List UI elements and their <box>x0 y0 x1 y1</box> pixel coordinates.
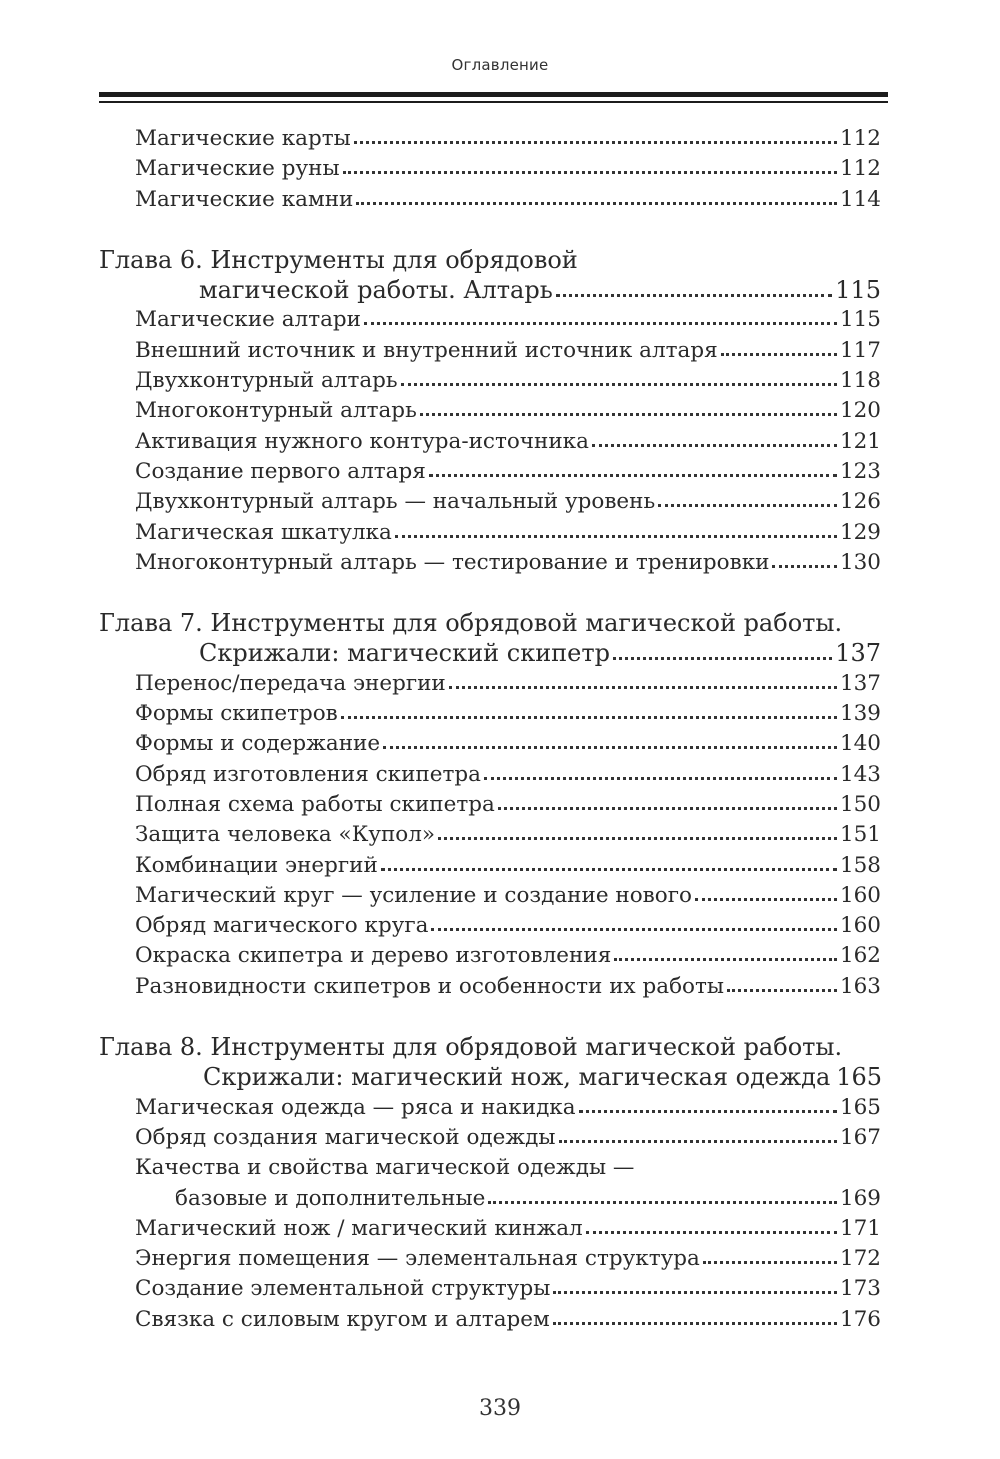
dot-leader <box>613 657 832 660</box>
page-number: 137 <box>835 639 881 668</box>
toc-entry[interactable] <box>99 518 881 548</box>
chapter-title: Скрижали: магический нож, магическая одежда <box>203 1063 831 1092</box>
page-number: 115 <box>839 307 881 333</box>
entry-title: Магическая одежда — ряса и накидка <box>135 1094 576 1120</box>
entry-title: Многоконтурный алтарь — тестирование и тренировки <box>135 549 770 575</box>
page-number: 115 <box>835 276 881 305</box>
entry-title: Магические руны <box>135 156 340 182</box>
page-number: 158 <box>839 852 881 878</box>
toc-entry[interactable] <box>99 1123 881 1153</box>
dot-leader <box>498 807 837 810</box>
dot-leader <box>703 1261 837 1264</box>
page-number: 112 <box>839 126 881 151</box>
toc-entry[interactable] <box>99 881 881 911</box>
section-gap <box>99 1002 881 1032</box>
page-number: 169 <box>839 1185 881 1211</box>
chapter-title: магической работы. Алтарь <box>199 276 553 305</box>
table-of-contents <box>99 124 881 1335</box>
toc-entry[interactable] <box>99 1093 881 1123</box>
entry-title: Качества и свойства магической одежды — <box>135 1155 635 1181</box>
page-number: 137 <box>839 670 881 696</box>
dot-leader <box>592 444 837 447</box>
entry-title: Обряд изготовления скипетра <box>135 761 481 787</box>
page-number: 120 <box>839 398 881 424</box>
dot-leader <box>429 474 837 477</box>
toc-entry[interactable] <box>99 154 881 184</box>
chapter-6-items <box>99 305 881 578</box>
toc-entry[interactable] <box>99 1274 881 1304</box>
page-number: 114 <box>839 186 881 212</box>
page-number: 163 <box>839 973 881 999</box>
toc-entry[interactable] <box>99 457 881 487</box>
toc-entry[interactable] <box>99 305 881 335</box>
entry-title: Внешний источник и внутренний источник алтаря <box>135 337 718 363</box>
chapter-6-heading[interactable]: Глава 6. Инструменты для обрядовой <box>99 245 578 274</box>
page-number: 162 <box>839 943 881 969</box>
page-number: 117 <box>839 337 881 363</box>
page-number: 160 <box>839 913 881 939</box>
entry-title: Магические карты <box>135 126 351 151</box>
page-number: 130 <box>839 549 881 575</box>
entry-title: Разновидности скипетров и особенности их работы <box>135 973 724 999</box>
entry-title: Полная схема работы скипетра <box>135 791 495 817</box>
toc-entry[interactable] <box>99 1244 881 1274</box>
chapter-8-items-b <box>99 1214 881 1335</box>
toc-entry[interactable] <box>99 972 881 1002</box>
header-rule-thin <box>99 101 888 103</box>
page-number: 123 <box>839 458 881 484</box>
dot-leader <box>658 504 837 507</box>
toc-entry[interactable] <box>99 760 881 790</box>
entry-title: Активация нужного контура-источника <box>135 428 589 454</box>
entry-title: Обряд магического круга <box>135 913 429 939</box>
toc-entry[interactable] <box>99 851 881 881</box>
chapter-7-heading[interactable]: Глава 7. Инструменты для обрядовой магической работы. <box>99 609 843 638</box>
toc-entry[interactable] <box>99 366 881 396</box>
page-number: 140 <box>839 731 881 757</box>
entry-title: Многоконтурный алтарь <box>135 398 417 424</box>
toc-section-carryover <box>99 124 881 215</box>
dot-leader <box>438 837 837 840</box>
toc-entry[interactable] <box>99 487 881 517</box>
page-folio: 339 <box>479 1396 521 1421</box>
entry-title: Двухконтурный алтарь <box>135 368 398 394</box>
entry-title: Магический нож / магический кинжал <box>135 1215 583 1241</box>
entry-title: Обряд создания магической одежды <box>135 1124 556 1150</box>
toc-entry[interactable] <box>99 1214 881 1244</box>
entry-title: Перенос/передача энергии <box>135 670 446 696</box>
page-number: 139 <box>839 701 881 727</box>
entry-title: Магический круг — усиление и создание нового <box>135 882 692 908</box>
page-number: 165 <box>839 1094 881 1120</box>
entry-title: Формы скипетров <box>135 701 338 727</box>
dot-leader <box>488 1201 837 1204</box>
entry-title: Создание первого алтаря <box>135 458 426 484</box>
toc-entry[interactable] <box>99 790 881 820</box>
chapter-8-heading-cont[interactable] <box>99 1062 881 1092</box>
toc-entry[interactable] <box>99 941 881 971</box>
toc-entry[interactable] <box>99 911 881 941</box>
toc-entry[interactable] <box>99 729 881 759</box>
toc-entry[interactable] <box>99 669 881 699</box>
running-head: Оглавление <box>451 56 549 74</box>
page-number: 126 <box>839 489 881 515</box>
page-number: 171 <box>839 1215 881 1241</box>
dot-leader <box>343 171 837 174</box>
section-gap <box>99 215 881 245</box>
section-gap <box>99 578 881 608</box>
header-rule-thick <box>99 92 888 97</box>
page-number: 121 <box>839 428 881 454</box>
toc-entry[interactable] <box>99 548 881 578</box>
dot-leader <box>614 958 837 961</box>
entry-title: Энергия помещения — элементальная структура <box>135 1246 700 1272</box>
dot-leader <box>559 1140 837 1143</box>
dot-leader <box>383 746 837 749</box>
toc-entry[interactable] <box>99 396 881 426</box>
dot-leader <box>553 1291 837 1294</box>
dot-leader <box>695 898 837 901</box>
dot-leader <box>420 413 837 416</box>
entry-title: Связка с силовым кругом и алтарем <box>135 1306 550 1332</box>
dot-leader <box>721 353 837 356</box>
dot-leader <box>553 1322 837 1325</box>
page-number: 176 <box>839 1306 881 1332</box>
dot-leader <box>586 1231 837 1234</box>
dot-leader <box>449 686 837 689</box>
toc-entry[interactable] <box>99 124 881 154</box>
toc-entry[interactable] <box>99 699 881 729</box>
toc-entry[interactable] <box>99 336 881 366</box>
entry-title: Двухконтурный алтарь — начальный уровень <box>135 489 656 515</box>
page-number: 165 <box>836 1063 883 1092</box>
toc-entry-wrapped-line1[interactable] <box>99 1153 881 1183</box>
dot-leader <box>354 141 837 144</box>
chapter-7-items <box>99 669 881 1002</box>
page-number: 150 <box>839 791 881 817</box>
entry-title: Магические алтари <box>135 307 362 333</box>
dot-leader <box>556 294 832 297</box>
page-number: 172 <box>839 1246 881 1272</box>
dot-leader <box>727 989 837 992</box>
dot-leader <box>356 202 837 205</box>
dot-leader <box>579 1110 837 1113</box>
dot-leader <box>395 535 837 538</box>
dot-leader <box>364 322 837 325</box>
chapter-7-heading-cont[interactable] <box>99 638 881 668</box>
dot-leader <box>484 777 837 780</box>
entry-title: базовые и дополнительные <box>175 1185 486 1211</box>
dot-leader <box>381 868 837 871</box>
dot-leader <box>772 565 836 568</box>
entry-title: Комбинации энергий <box>135 852 378 878</box>
entry-title: Магические камни <box>135 186 354 212</box>
page-number: 118 <box>839 368 881 394</box>
page-number: 143 <box>839 761 881 787</box>
dot-leader <box>431 928 837 931</box>
entry-title: Магическая шкатулка <box>135 519 392 545</box>
entry-title: Формы и содержание <box>135 731 381 757</box>
chapter-8-heading[interactable]: Глава 8. Инструменты для обрядовой магической работы. <box>99 1033 843 1062</box>
entry-title: Создание элементальной структуры <box>135 1276 551 1302</box>
page-number: 112 <box>839 156 881 182</box>
page-number: 173 <box>839 1276 881 1302</box>
dot-leader <box>341 716 837 719</box>
page-number: 167 <box>839 1124 881 1150</box>
toc-entry[interactable] <box>99 427 881 457</box>
dot-leader <box>401 383 837 386</box>
entry-title: Защита человека «Купол» <box>135 822 436 848</box>
toc-entry[interactable] <box>99 185 881 215</box>
toc-entry[interactable] <box>99 1305 881 1335</box>
entry-title: Окраска скипетра и дерево изготовления <box>135 943 612 969</box>
toc-entry-wrapped-line2[interactable] <box>99 1184 881 1214</box>
chapter-title: Скрижали: магический скипетр <box>199 639 611 668</box>
chapter-6-heading-cont[interactable] <box>99 275 881 305</box>
page-number: 151 <box>839 822 881 848</box>
page-number: 129 <box>839 519 881 545</box>
toc-entry[interactable] <box>99 820 881 850</box>
chapter-8-items-a <box>99 1093 881 1154</box>
page-number: 160 <box>839 882 881 908</box>
